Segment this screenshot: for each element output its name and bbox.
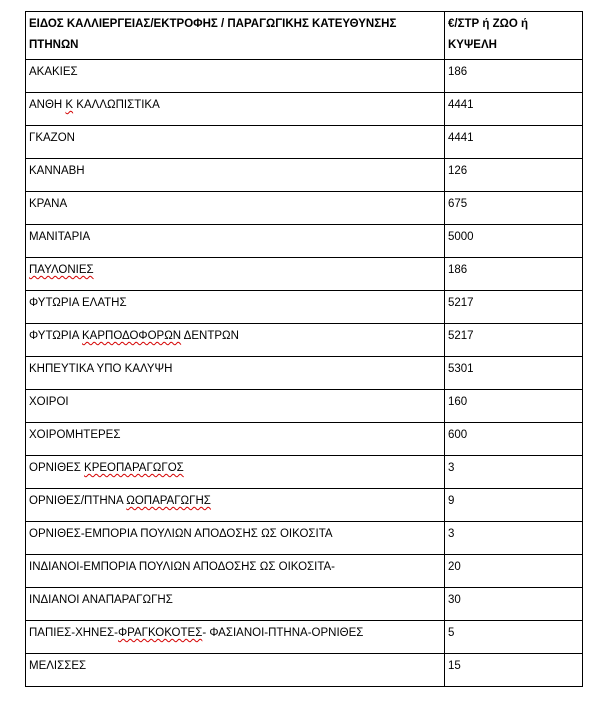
spellcheck-flagged-text: ΩΟΠΑΡΑΓΩΓΗΣ	[126, 495, 211, 507]
table-row	[26, 126, 583, 159]
spellcheck-flagged-text: Κ	[65, 99, 74, 111]
price-cell: 160	[445, 390, 583, 423]
crop-type-cell	[26, 423, 445, 456]
crop-type-text: ΧΟΙΡΟΙ	[29, 396, 69, 408]
spellcheck-flagged-text: ΚΑΡΠΟΔΟΦΟΡΩΝ	[82, 330, 182, 342]
crop-type-cell	[26, 654, 445, 687]
crop-type-text: ΜΑΝΙΤΑΡΙΑ	[29, 231, 91, 243]
crop-type-cell	[26, 291, 445, 324]
table-row	[26, 225, 583, 258]
crop-type-text: ΚΑΝΝΑΒΗ	[29, 165, 85, 177]
price-cell: 9	[445, 489, 583, 522]
spellcheck-flagged-text: ΚΡΕΟΠΑΡΑΓΩΓΟΣ	[84, 462, 184, 474]
crop-type-cell	[26, 60, 445, 93]
crop-type-text: ΠΑΠΙΕΣ-ΧΗΝΕΣ-	[29, 627, 118, 639]
crop-type-text-suffix: ΚΑΛΛΩΠΙΣΤΙΚΑ	[73, 99, 160, 111]
crop-type-cell	[26, 192, 445, 225]
table-body	[26, 60, 583, 687]
crop-type-cell	[26, 621, 445, 654]
price-table	[25, 11, 583, 687]
table-row	[26, 93, 583, 126]
table-row	[26, 456, 583, 489]
crop-type-cell	[26, 357, 445, 390]
price-cell: 5217	[445, 324, 583, 357]
price-cell: 5000	[445, 225, 583, 258]
crop-type-text: ΙΝΔΙΑΝΟΙ ΑΝΑΠΑΡΑΓΩΓΗΣ	[29, 594, 173, 606]
price-cell: 600	[445, 423, 583, 456]
price-cell: 675	[445, 192, 583, 225]
crop-type-text: ΓΚΑΖΟΝ	[29, 132, 75, 144]
table-row	[26, 621, 583, 654]
crop-type-cell	[26, 159, 445, 192]
crop-type-cell	[26, 225, 445, 258]
crop-type-text: ΧΟΙΡΟΜΗΤΕΡΕΣ	[29, 429, 121, 441]
document-page	[25, 11, 582, 687]
price-cell: 126	[445, 159, 583, 192]
price-cell: 4441	[445, 126, 583, 159]
crop-type-text-suffix: - ΦΑΣΙΑΝΟΙ-ΠΤΗΝΑ-ΟΡΝΙΘΕΣ	[202, 627, 364, 639]
crop-type-cell	[26, 93, 445, 126]
crop-type-text: ΑΚΑΚΙΕΣ	[29, 66, 78, 78]
price-cell: 5217	[445, 291, 583, 324]
crop-type-text: ΦΥΤΩΡΙΑ ΕΛΑΤΗΣ	[29, 297, 127, 309]
table-row	[26, 60, 583, 93]
table-row	[26, 357, 583, 390]
crop-type-text: ΑΝΘΗ	[29, 99, 66, 111]
table-row	[26, 489, 583, 522]
crop-type-cell	[26, 456, 445, 489]
crop-type-text: ΜΕΛΙΣΣΕΣ	[29, 660, 87, 672]
crop-type-text: ΦΥΤΩΡΙΑ	[29, 330, 82, 342]
crop-type-cell	[26, 324, 445, 357]
header-row	[26, 12, 583, 60]
table-row	[26, 423, 583, 456]
table-row	[26, 555, 583, 588]
crop-type-text: ΚΡΑΝΑ	[29, 198, 68, 210]
table-row	[26, 258, 583, 291]
crop-type-cell	[26, 258, 445, 291]
spellcheck-flagged-text: ΦΡΑΓΚΟΚΟΤΕΣ	[117, 627, 203, 639]
price-cell: 15	[445, 654, 583, 687]
price-cell: 30	[445, 588, 583, 621]
header-cell-crop-type: ΕΙΔΟΣ ΚΑΛΛΙΕΡΓΕΙΑΣ/ΕΚΤΡΟΦΗΣ / ΠΑΡΑΓΩΓΙΚΗΣ ΚΑΤΕΥΘΥΝΣΗΣ ΠΤΗΝΩΝ	[26, 12, 445, 60]
price-cell: 186	[445, 60, 583, 93]
price-cell: 5301	[445, 357, 583, 390]
crop-type-cell	[26, 390, 445, 423]
header-cell-price: €/ΣΤΡ ή ΖΩΟ ή ΚΥΨΕΛΗ	[445, 12, 583, 60]
table-row	[26, 522, 583, 555]
spellcheck-flagged-text: ΠΑΥΛΟΝΙΕΣ	[29, 264, 94, 276]
price-cell: 4441	[445, 93, 583, 126]
crop-type-text: ΙΝΔΙΑΝΟΙ-ΕΜΠΟΡΙΑ ΠΟΥΛΙΩΝ ΑΠΟΔΟΣΗΣ ΩΣ ΟΙΚΟΣΙΤΑ-	[29, 561, 336, 573]
table-row	[26, 390, 583, 423]
price-cell: 186	[445, 258, 583, 291]
crop-type-cell	[26, 588, 445, 621]
crop-type-text: ΟΡΝΙΘΕΣ/ΠΤΗΝΑ	[29, 495, 127, 507]
price-cell: 3	[445, 456, 583, 489]
table-row	[26, 192, 583, 225]
crop-type-cell	[26, 555, 445, 588]
crop-type-text: ΟΡΝΙΘΕΣ-ΕΜΠΟΡΙΑ ΠΟΥΛΙΩΝ ΑΠΟΔΟΣΗΣ ΩΣ ΟΙΚΟΣΙΤΑ	[29, 528, 333, 540]
table-row	[26, 654, 583, 687]
table-row	[26, 588, 583, 621]
table-row	[26, 324, 583, 357]
crop-type-cell	[26, 489, 445, 522]
price-cell: 5	[445, 621, 583, 654]
crop-type-text: ΚΗΠΕΥΤΙΚΑ ΥΠΟ ΚΑΛΥΨΗ	[29, 363, 173, 375]
price-cell: 3	[445, 522, 583, 555]
crop-type-text-suffix: ΔΕΝΤΡΩΝ	[181, 330, 239, 342]
crop-type-cell	[26, 522, 445, 555]
table-row	[26, 159, 583, 192]
crop-type-text: ΟΡΝΙΘΕΣ	[29, 462, 85, 474]
crop-type-cell	[26, 126, 445, 159]
table-row	[26, 291, 583, 324]
price-cell: 20	[445, 555, 583, 588]
